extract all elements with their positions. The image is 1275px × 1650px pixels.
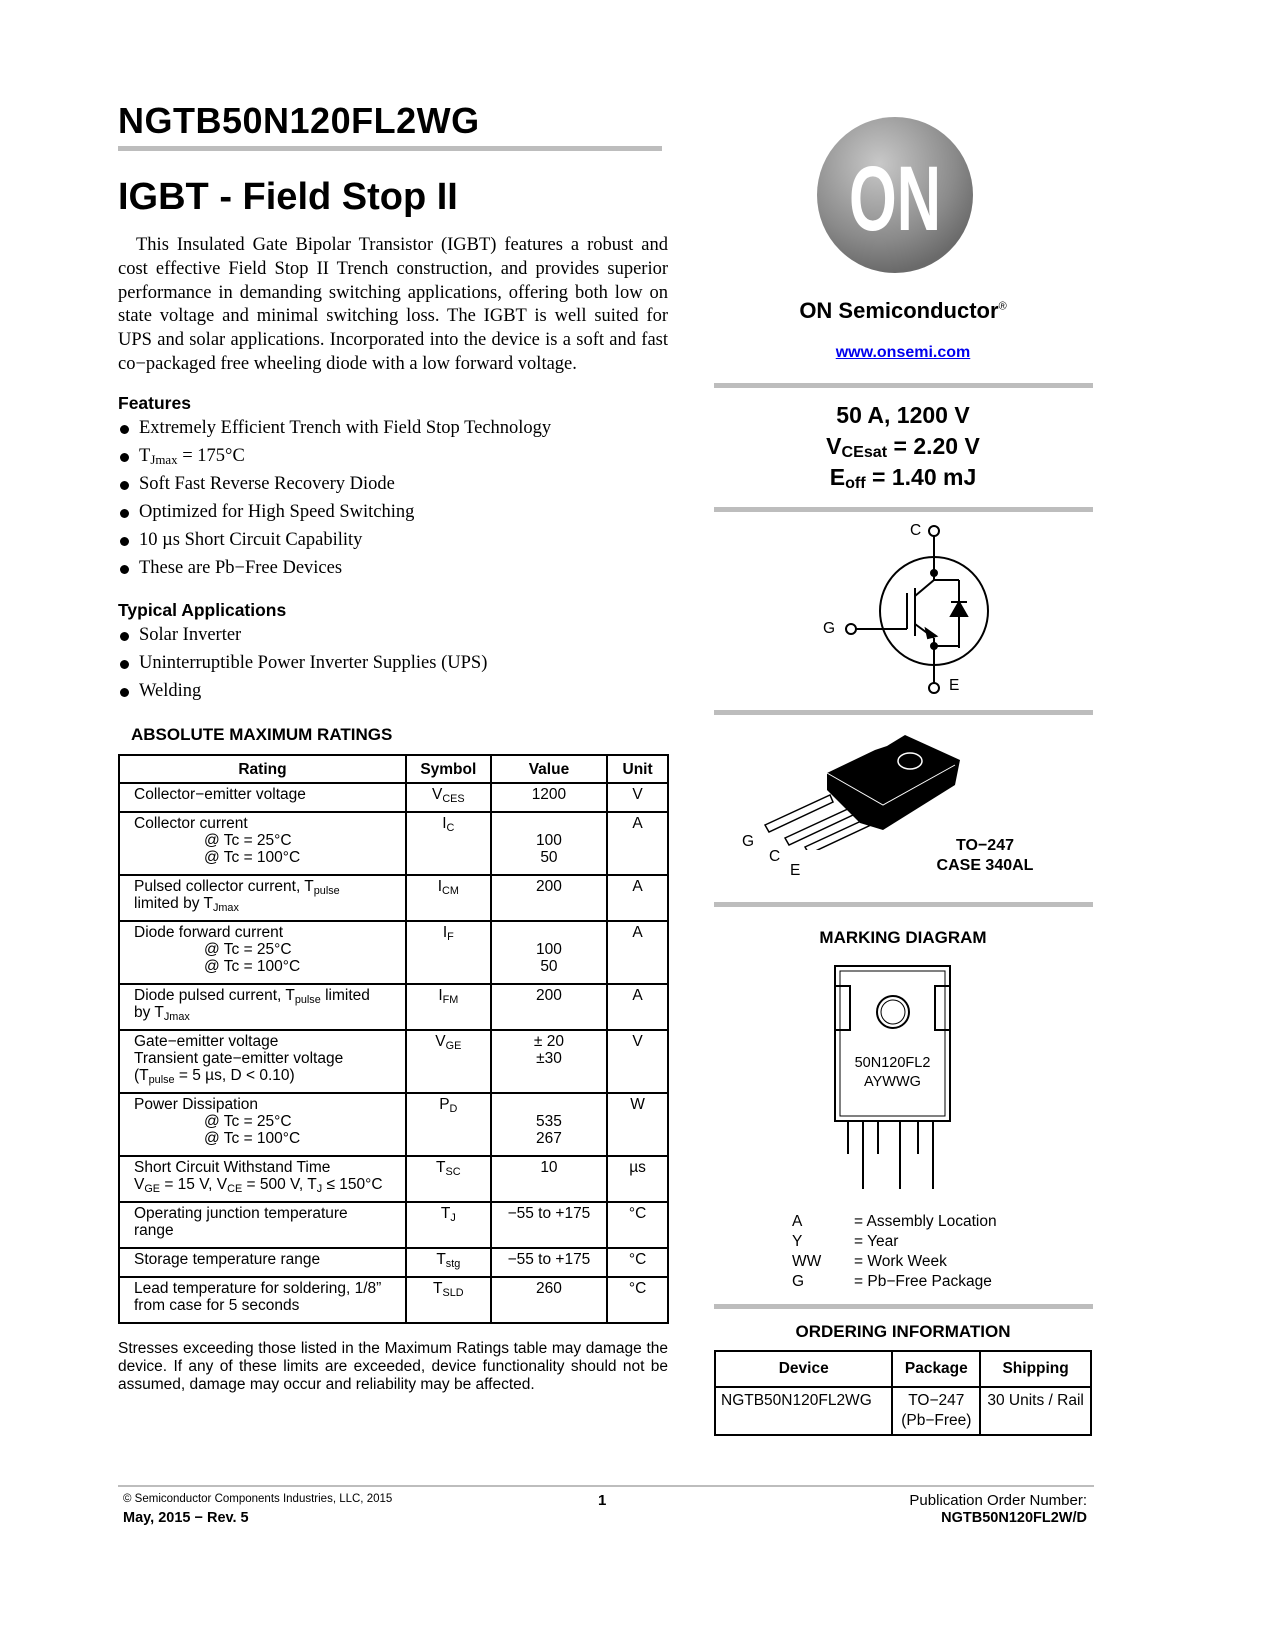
value-cell — [491, 812, 607, 875]
rating-line — [134, 1159, 405, 1176]
legend-key: G — [792, 1273, 805, 1290]
rating-text: @ Tc = 25°C — [204, 832, 292, 849]
unit-cell: V — [607, 1030, 668, 1093]
ordering-package-note: (Pb−Free) — [901, 1412, 972, 1429]
rating-line — [134, 1205, 405, 1222]
on-semiconductor-logo — [812, 112, 978, 278]
feature-text: These are Pb−Free Devices — [139, 558, 343, 578]
feature-text: T — [139, 446, 151, 466]
ordering-row — [715, 1387, 1091, 1435]
symbol-base: T — [433, 1280, 443, 1297]
legend-value: = Year — [854, 1233, 899, 1250]
rating-line — [134, 1050, 405, 1067]
rating-subscript: Jmax — [163, 1011, 190, 1023]
rating-cell — [119, 1277, 406, 1323]
marking-line-2: AYWWG — [864, 1074, 921, 1090]
value-cell — [491, 1248, 607, 1277]
symbol-base: I — [437, 878, 443, 895]
spec-vcesat-sub: CEsat — [841, 443, 888, 461]
rating-line — [134, 1280, 405, 1297]
rating-cell — [119, 783, 406, 812]
spec-eoff-value: = 1.40 mJ — [865, 464, 977, 490]
rating-text: Power Dissipation — [134, 1096, 259, 1113]
table-row — [119, 1093, 668, 1156]
rating-text: @ Tc = 100°C — [204, 1130, 301, 1147]
marking-legend — [792, 1212, 997, 1292]
rating-text: @ Tc = 25°C — [204, 941, 292, 958]
rating-text: Diode pulsed current, T — [134, 987, 295, 1004]
unit-cell: µs — [607, 1156, 668, 1202]
value-cell — [491, 1030, 607, 1093]
symbol-base: P — [439, 1096, 450, 1113]
rating-line — [134, 1251, 405, 1268]
table-row — [119, 1248, 668, 1277]
value-line: 267 — [536, 1130, 562, 1147]
symbol-subscript: D — [449, 1103, 458, 1115]
package-pin-c: C — [769, 848, 781, 865]
legend-item — [792, 1252, 997, 1272]
value-cell — [491, 984, 607, 1030]
ordering-header-package: Package — [892, 1351, 980, 1387]
value-cell — [491, 1202, 607, 1248]
table-row — [119, 921, 668, 984]
rating-cell — [119, 1093, 406, 1156]
features-heading: Features — [118, 393, 191, 413]
feature-subscript: Jmax — [150, 452, 178, 467]
divider — [714, 710, 1093, 715]
unit-cell: °C — [607, 1277, 668, 1323]
rating-line — [134, 924, 405, 941]
igbt-schematic-symbol — [814, 518, 994, 703]
value-line: 260 — [536, 1280, 562, 1297]
symbol-cell — [406, 1156, 491, 1202]
symbol-subscript: CES — [442, 793, 465, 805]
rating-line — [134, 815, 405, 832]
rating-cell — [119, 1030, 406, 1093]
value-line: 1200 — [531, 786, 567, 803]
legend-value: = Work Week — [854, 1253, 947, 1270]
rating-text: Gate−emitter voltage — [134, 1033, 279, 1050]
rating-line — [134, 987, 405, 1004]
spec-current-voltage: 50 A, 1200 V — [836, 402, 970, 428]
symbol-subscript: F — [447, 931, 454, 943]
symbol-subscript: CM — [442, 885, 459, 897]
value-line: 10 — [540, 1159, 558, 1176]
table-row — [119, 1202, 668, 1248]
rating-text: Collector current — [134, 815, 248, 832]
feature-text: Soft Fast Reverse Recovery Diode — [139, 474, 395, 494]
spec-vcesat — [714, 431, 1092, 462]
application-item: Uninterruptible Power Inverter Supplies (UPS) — [118, 653, 487, 681]
ordering-table — [714, 1350, 1092, 1436]
rating-text: from case for 5 seconds — [134, 1297, 300, 1314]
value-cell — [491, 1156, 607, 1202]
legend-key: Y — [792, 1233, 803, 1250]
rating-line — [134, 1067, 405, 1084]
application-item: Solar Inverter — [118, 625, 487, 653]
rating-subscript: pulse — [294, 994, 321, 1006]
symbol-subscript: stg — [445, 1258, 461, 1270]
rating-line — [134, 1176, 405, 1193]
table-row — [119, 783, 668, 812]
ratings-note: Stresses exceeding those listed in the Maximum Ratings table may damage the device. If any of these limits are exceeded, device functionality should not be assumed, damage may occur and reliability may be affected. — [118, 1340, 668, 1393]
symbol-cell — [406, 1093, 491, 1156]
symbol-base: V — [431, 786, 443, 803]
symbol-subscript: C — [446, 822, 455, 834]
rating-text: range — [134, 1222, 174, 1239]
marking-diagram-heading: MARKING DIAGRAM — [819, 928, 987, 947]
rating-cell — [119, 812, 406, 875]
rating-line — [134, 1113, 405, 1130]
rating-line — [134, 832, 405, 849]
divider — [714, 507, 1093, 512]
ordering-package-name: TO−247 — [908, 1392, 965, 1409]
col-header-unit: Unit — [607, 755, 668, 783]
ordering-device: NGTB50N120FL2WG — [715, 1387, 892, 1435]
features-list — [118, 418, 551, 586]
rating-cell — [119, 921, 406, 984]
col-header-symbol: Symbol — [406, 755, 491, 783]
company-name: ON Semiconductor — [799, 298, 999, 323]
symbol-base: I — [438, 987, 443, 1004]
value-line: ±30 — [536, 1050, 562, 1067]
rating-text: @ Tc = 25°C — [204, 1113, 292, 1130]
unit-cell: A — [607, 984, 668, 1030]
page-number: 1 — [598, 1492, 607, 1509]
rating-line — [134, 941, 405, 958]
rating-text: = 15 V, V — [160, 1176, 228, 1193]
legend-value: = Pb−Free Package — [854, 1273, 992, 1290]
feature-item — [118, 502, 551, 530]
svg-text:ON: ON — [849, 148, 941, 250]
value-cell — [491, 875, 607, 921]
applications-heading: Typical Applications — [118, 600, 287, 620]
symbol-subscript: FM — [442, 994, 459, 1006]
device-subtitle: IGBT - Field Stop II — [118, 176, 458, 218]
legend-item — [792, 1212, 997, 1232]
footer-divider — [118, 1485, 1094, 1487]
divider — [714, 902, 1093, 907]
schematic-label-g: G — [823, 620, 836, 637]
rating-text: by T — [134, 1004, 164, 1021]
rating-text: Diode forward current — [134, 924, 284, 941]
ratings-heading: ABSOLUTE MAXIMUM RATINGS — [131, 725, 393, 744]
feature-text-rest: = 175°C — [177, 446, 245, 466]
rating-line — [134, 849, 405, 866]
symbol-subscript: SLD — [442, 1287, 464, 1299]
rating-subscript: GE — [144, 1183, 161, 1195]
rating-subscript: CE — [227, 1183, 243, 1195]
schematic-label-c: C — [910, 522, 922, 539]
rating-text: limited — [320, 987, 370, 1004]
rating-subscript: pulse — [148, 1074, 175, 1086]
symbol-base: I — [442, 924, 448, 941]
legend-item — [792, 1272, 997, 1292]
rating-text: @ Tc = 100°C — [204, 849, 301, 866]
unit-cell: A — [607, 921, 668, 984]
symbol-base: T — [440, 1205, 451, 1222]
rating-text: = 5 µs, D < 0.10) — [174, 1067, 295, 1084]
rating-line — [134, 878, 405, 895]
rating-line — [134, 895, 405, 912]
symbol-cell — [406, 783, 491, 812]
table-row — [119, 984, 668, 1030]
divider — [714, 1304, 1093, 1309]
value-line: 200 — [536, 878, 562, 895]
symbol-cell — [406, 1248, 491, 1277]
footer-pub-number: NGTB50N120FL2W/D — [941, 1510, 1087, 1526]
rating-cell — [119, 1248, 406, 1277]
feature-item — [118, 474, 551, 502]
symbol-base: T — [436, 1159, 446, 1176]
col-header-rating: Rating — [119, 755, 406, 783]
unit-cell: °C — [607, 1202, 668, 1248]
to247-package-drawing — [755, 730, 1005, 850]
symbol-subscript: SC — [445, 1166, 461, 1178]
footer-date: May, 2015 − Rev. 5 — [123, 1510, 249, 1526]
legend-item — [792, 1232, 997, 1252]
rating-line — [134, 1096, 405, 1113]
rating-line — [134, 1130, 405, 1147]
application-item: Welding — [118, 681, 487, 709]
feature-item — [118, 418, 551, 446]
package-pin-g: G — [742, 833, 755, 850]
rating-line — [134, 786, 405, 803]
rating-text: Pulsed collector current, T — [134, 878, 314, 895]
ordering-shipping: 30 Units / Rail — [980, 1387, 1091, 1435]
value-cell — [491, 783, 607, 812]
package-pin-e: E — [790, 862, 801, 879]
spec-eoff — [714, 462, 1092, 493]
ordering-heading: ORDERING INFORMATION — [795, 1322, 1011, 1341]
website-link[interactable]: www.onsemi.com — [835, 344, 971, 361]
marking-line-1: 50N120FL2 — [854, 1055, 931, 1071]
value-line: 100 — [536, 832, 562, 849]
schematic-label-e: E — [949, 677, 960, 694]
value-line — [492, 1096, 606, 1113]
symbol-base: V — [435, 1033, 446, 1050]
value-line: 535 — [536, 1113, 562, 1130]
symbol-cell — [406, 984, 491, 1030]
feature-text: Optimized for High Speed Switching — [139, 502, 415, 522]
rating-cell — [119, 875, 406, 921]
table-row — [119, 812, 668, 875]
spec-eoff-sub: off — [845, 474, 866, 492]
value-line — [492, 924, 606, 941]
ordering-header-shipping: Shipping — [980, 1351, 1091, 1387]
footer-pub-label: Publication Order Number: — [909, 1492, 1087, 1509]
value-line: 50 — [540, 958, 558, 975]
table-row — [119, 1030, 668, 1093]
symbol-cell — [406, 921, 491, 984]
symbol-cell — [406, 875, 491, 921]
ordering-package — [892, 1387, 980, 1435]
max-ratings-table — [118, 754, 669, 1324]
ordering-header-device: Device — [715, 1351, 892, 1387]
registered-mark: ® — [998, 300, 1007, 313]
rating-text: = 500 V, T — [242, 1176, 317, 1193]
rating-line — [134, 1297, 405, 1314]
rating-text: Transient gate−emitter voltage — [134, 1050, 344, 1067]
symbol-cell — [406, 1030, 491, 1093]
unit-cell: A — [607, 875, 668, 921]
feature-text: Extremely Efficient Trench with Field Stop Technology — [139, 418, 552, 438]
rating-cell — [119, 1156, 406, 1202]
rating-line — [134, 1222, 405, 1239]
spec-vcesat-value: = 2.20 V — [887, 433, 980, 459]
rating-text: Short Circuit Withstand Time — [134, 1159, 331, 1176]
unit-cell: A — [607, 812, 668, 875]
rating-text: limited by T — [134, 895, 213, 912]
value-line: −55 to +175 — [507, 1251, 591, 1268]
table-row — [119, 875, 668, 921]
legend-key: A — [792, 1213, 803, 1230]
rating-line — [134, 1033, 405, 1050]
package-case: CASE 340AL — [936, 857, 1034, 874]
feature-item — [118, 530, 551, 558]
value-line: 200 — [536, 987, 562, 1004]
symbol-cell — [406, 812, 491, 875]
symbol-base: T — [436, 1251, 446, 1268]
rating-cell — [119, 984, 406, 1030]
unit-cell: W — [607, 1093, 668, 1156]
value-cell — [491, 1277, 607, 1323]
table-row — [119, 1277, 668, 1323]
table-row — [119, 1156, 668, 1202]
unit-cell: V — [607, 783, 668, 812]
symbol-cell — [406, 1277, 491, 1323]
rating-line — [134, 1004, 405, 1021]
col-header-value: Value — [491, 755, 607, 783]
value-line: 100 — [536, 941, 562, 958]
key-specs — [714, 400, 1092, 493]
package-name: TO−247 — [956, 837, 1014, 854]
rating-subscript: J — [316, 1183, 323, 1195]
feature-item — [118, 446, 551, 474]
symbol-subscript: GE — [445, 1040, 462, 1052]
rating-text: Lead temperature for soldering, 1/8” — [134, 1280, 382, 1297]
feature-text: 10 µs Short Circuit Capability — [139, 530, 363, 550]
rating-subscript: Jmax — [212, 902, 239, 914]
rating-text: Collector−emitter voltage — [134, 786, 306, 803]
value-line: −55 to +175 — [507, 1205, 591, 1222]
rating-text: @ Tc = 100°C — [204, 958, 301, 975]
divider — [714, 383, 1093, 388]
feature-item — [118, 558, 551, 586]
symbol-subscript: J — [450, 1212, 456, 1224]
value-line: 50 — [540, 849, 558, 866]
symbol-cell — [406, 1202, 491, 1248]
rating-line — [134, 958, 405, 975]
rating-subscript: pulse — [313, 885, 340, 897]
footer-copyright: © Semiconductor Components Industries, LLC, 2015 — [123, 1493, 393, 1505]
rating-text: V — [134, 1176, 145, 1193]
legend-key: WW — [792, 1253, 822, 1270]
title-divider — [118, 146, 662, 151]
legend-value: = Assembly Location — [854, 1213, 997, 1230]
value-cell — [491, 1093, 607, 1156]
intro-paragraph: This Insulated Gate Bipolar Transistor (IGBT) features a robust and cost effective Field Stop II Trench construction, and provides superior performance in demanding switching applications, offering both low on state voltage and minimal switching loss. The IGBT is well suited for UPS and solar applications. Incorporated into the device is a soft and fast co−packaged free wheeling diode with a low forward voltage. — [118, 235, 668, 374]
value-line — [492, 815, 606, 832]
value-cell — [491, 921, 607, 984]
value-line: ± 20 — [533, 1033, 564, 1050]
spec-vcesat-symbol: V — [826, 433, 842, 459]
applications-list — [118, 625, 487, 709]
unit-cell: °C — [607, 1248, 668, 1277]
rating-text: Operating junction temperature — [134, 1205, 348, 1222]
rating-text: (T — [134, 1067, 149, 1084]
rating-text: Storage temperature range — [134, 1251, 321, 1268]
rating-cell — [119, 1202, 406, 1248]
spec-eoff-symbol: E — [829, 464, 846, 490]
part-number-title: NGTB50N120FL2WG — [118, 100, 480, 141]
symbol-base: I — [442, 815, 447, 832]
rating-text: ≤ 150°C — [322, 1176, 383, 1193]
